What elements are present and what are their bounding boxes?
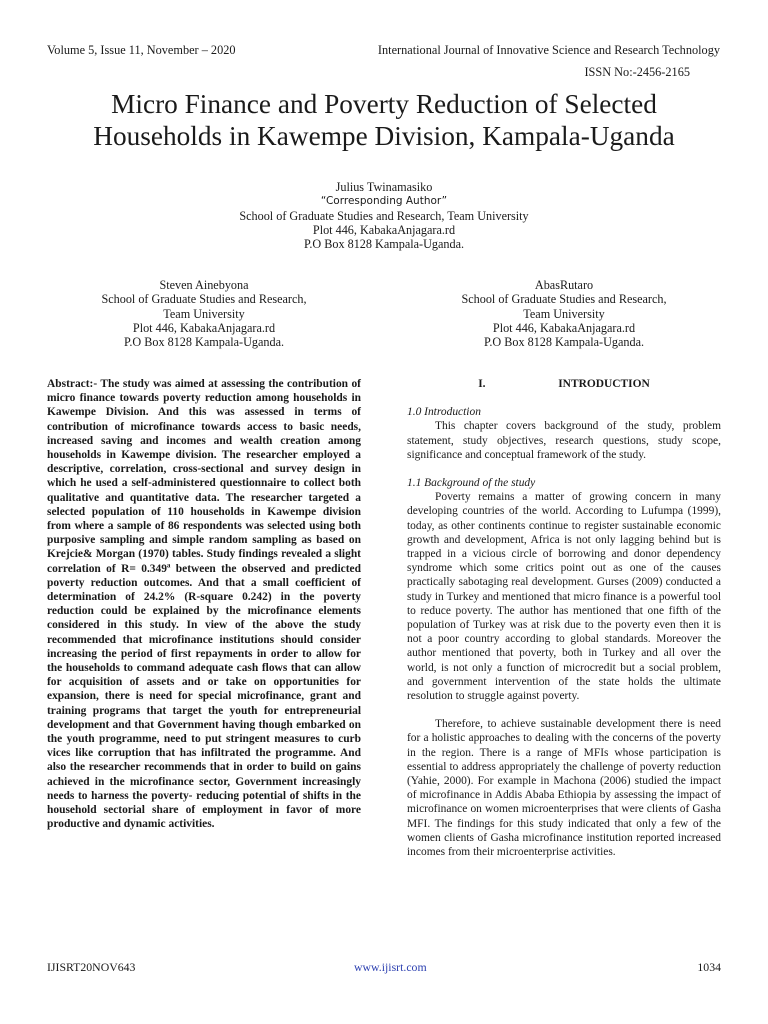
section-number: I. [478,378,486,390]
co-author-name: AbasRutaro [534,278,594,292]
author-affiliation: School of Graduate Studies and Research, Team University [239,208,529,223]
co-author-address: Plot 446, KabakaAnjagara.rd [492,320,636,335]
co-author-address: Plot 446, KabakaAnjagara.rd [132,320,276,335]
co-author-po-box: P.O Box 8128 Kampala-Uganda. [123,335,285,350]
paragraph: Poverty remains a matter of growing concern in many developing countries of the world. According to Lufumpa (1999), today, as other continents continue to register sustainable economic growth and development, Africa is not only lagging behind but is trapped in a vicious circle of borrowing and donor dependency syndrome which some critics point out as one of the causes practically sabotaging real development. Gurses (2009) conducted a study in Turkey and mentioned that micro finance is a powerful tool to reduce poverty. The author has mentioned that one fifth of the population of Turkey was at risk due to the poverty even then it is not a poor country according to global standards. Moreover the author mentioned that poverty, both in Turkey and all over the world, is not only a function of microcredit but a social problem, and government intervention of the state holds the ultimate resolution to struggle against poverty. [407,491,721,703]
subsection-heading-1-0: 1.0 Introduction [407,406,481,419]
section-heading [407,377,721,391]
journal-url-link[interactable]: www.ijisrt.com [354,960,427,974]
co-author-university: Team University [163,306,245,321]
co-author-po-box: P.O Box 8128 Kampala-Uganda. [483,335,645,350]
co-author-name: Steven Ainebyona [159,278,249,292]
co-author-right-block [424,278,704,349]
volume-issue: Volume 5, Issue 11, November – 2020 [47,43,236,57]
paper-id: IJISRT20NOV643 [47,960,136,974]
abstract [47,377,361,832]
paper-title [30,88,738,152]
page-number: 1034 [697,960,721,974]
co-author-affiliation: School of Graduate Studies and Research, [101,292,307,307]
co-author-left-block [64,278,344,349]
co-author-affiliation: School of Graduate Studies and Research, [461,292,667,307]
author-role: “Corresponding Author” [320,195,448,208]
abstract-text: Abstract:- The study was aimed at assessing the contribution of micro finance towards poverty reduction among households in Kawempe Division. And this was assessed in terms of contribution of microfinance towards access to basic needs, increased saving and incomes and wealth creation among households in Kawempe division. The researcher employed a descriptive, correlation, cross-sectional and survey design in which he used a self-administered questionnaire to collect both qualitative and quantitative data. The researcher targeted a selected population of 110 households in Kawempe division from where a sample of 86 respondents was selected using both purposive sampling and simple random sampling as based on Krejcie& Morgan (1970) tables. Study findings revealed a slight correlation of R= 0.349ª between the observed and predicted poverty reduction outcomes. And that a small coefficient of determination of 24.2% (R-square 0.242) in the poverty reduction could be explained by the microfinance elements considered in this study. In view of the above the study recommended that microfinance institutions should consider increasing the period of first repayments in order to allow for the households to command adequate cash flows that can allow for acquisition of assets and or take on opportunities for expansion, there is need for special microfinance, grant and training programs that target the youth for entrepreneurial development and that Government having though embarked on the youth programme, need to put stringent measures to curb vices like corruption that has infiltrated the programme. And also the researcher recommends that in order to build on gains achieved in the microfinance sector, Government increasingly needs to harness the poverty- reducing potential of shifts in the household sectorial share of employment in favor of more productive and dynamic activities. [47,378,361,831]
co-author-university: Team University [523,306,605,321]
corresponding-author-block [184,180,584,251]
introduction-section [407,377,721,859]
subsection-heading-1-1: 1.1 Background of the study [407,477,536,490]
paragraph: This chapter covers background of the study, problem statement, study objectives, research questions, study scope, significance and conceptual framework of the study. [407,420,721,461]
issn: ISSN No:-2456-2165 [584,65,690,79]
title-line-2: Households in Kawempe Division, Kampala-Uganda [93,121,675,151]
section-title: INTRODUCTION [558,378,650,390]
author-po-box: P.O Box 8128 Kampala-Uganda. [303,237,465,252]
journal-name: International Journal of Innovative Science and Research Technology [377,43,720,57]
author-name: Julius Twinamasiko [335,180,433,194]
author-address: Plot 446, KabakaAnjagara.rd [312,222,456,237]
paragraph: Therefore, to achieve sustainable development there is need for a holistic approaches to dealing with the concerns of the poverty in the region. There is a range of MFIs whose participation is essential to address appropriately the challenge of poverty reduction (Yahie, 2000). For example in Machona (2006) studied the impact of microfinance in Addis Ababa Ethiopia by assessing the impact of microfinance on women microenterprises that were clients of Gasha MFI. The findings for this study indicated that only a few of the women clients of Gasha microfinance institution reported increased incomes from their microenterprise activities. [407,718,721,859]
title-line-1: Micro Finance and Poverty Reduction of Selected [111,89,657,119]
